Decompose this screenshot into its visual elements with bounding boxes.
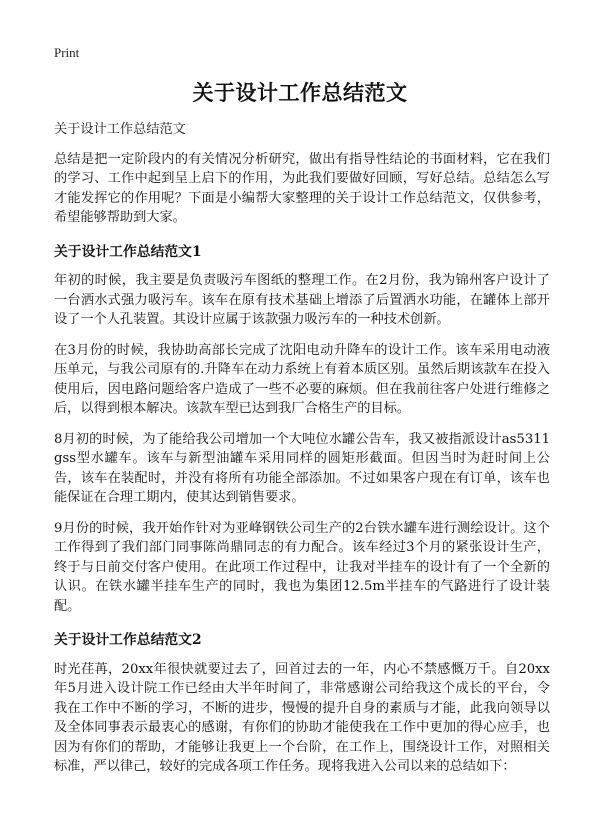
section-2-paragraph-1: 时光荏苒，20xx年很快就要过去了，回首过去的一年，内心不禁感慨万千。自20xx年5月进入设计院工作已经由大半年时间了，非常感谢公司给我这个成长的平台，令我在工作中不断的学习，不断的进步，慢慢的提升自身的素质与才能，此我向领导以及全体同事表示最衷心的感谢，有你们的协助才能使我在工作中更加的得心应手，也因为有你们的帮助，才能够让我更上一个台阶，在工作上，围绕设计工作，对照相关标准，严以律己，较好的完成各项工作任务。现将我进入公司以来的总结如下： xyxy=(54,661,550,774)
section-1-paragraph-3: 8月初的时候，为了能给我公司增加一个大吨位水罐公告车，我又被指派设计as5311gss型水罐车。该车与新型油罐车采用同样的圆矩形截面。但因当时为赶时间上公告，该车在装配时，并没有将所有功能全部添加。不过如果客户现在有订单，该车也能保证在合理工期内，使其达到销售要求。 xyxy=(54,431,550,505)
section-heading-2: 关于设计工作总结范文2 xyxy=(54,632,202,648)
section-heading-1: 关于设计工作总结范文1 xyxy=(54,243,202,260)
section-1-paragraph-2: 在3月份的时候，我协助高部长完成了沈阳电动升降车的设计工作。该车采用电动液压单元，与我公司原有的.升降车在动力系统上有着本质区别。虽然后期该款车在投入使用后，因电路问题给客户造成了一些不必要的麻烦。但在我前往客户处进行维修之后，以得到根本解决。该款车型已达到我厂合格生产的目标。 xyxy=(54,342,550,416)
section-1-paragraph-1: 年初的时候，我主要是负责吸污车图纸的整理工作。在2月份，我为锦州客户设计了一台洒水式强力吸污车。该车在原有技术基础上增添了后置洒水功能，在罐体上部开设了一个人孔装置。其设计应属于该款强力吸污车的一种技术创新。 xyxy=(54,273,550,327)
intro-paragraph: 总结是把一定阶段内的有关情况分析研究，做出有指导性结论的书面材料，它在我们的学习、工作中起到呈上启下的作用，为此我们要做好回顾，写好总结。总结怎么写才能发挥它的作用呢？下面是小编帮大家整理的关于设计工作总结范文，仅供参考，希望能够帮助到大家。 xyxy=(54,151,550,225)
document-subtitle: 关于设计工作总结范文 xyxy=(54,122,186,137)
document-body xyxy=(54,114,550,777)
print-link[interactable]: Print xyxy=(54,45,80,60)
document-title: 关于设计工作总结范文 xyxy=(192,80,408,105)
section-1-paragraph-4: 9月份的时候，我开始作针对为亚峰钢铁公司生产的2台铁水罐车进行测绘设计。这个工作得到了我们部门同事陈尚鼎同志的有力配合。该车经过3个月的紧张设计生产，终于与日前交付客户使用。在此项工作过程中，让我对半挂车的设计有了一个全新的认识。在铁水罐半挂车生产的同时，我也为集团12.5m半挂车的气路进行了设计装配。 xyxy=(54,520,550,614)
